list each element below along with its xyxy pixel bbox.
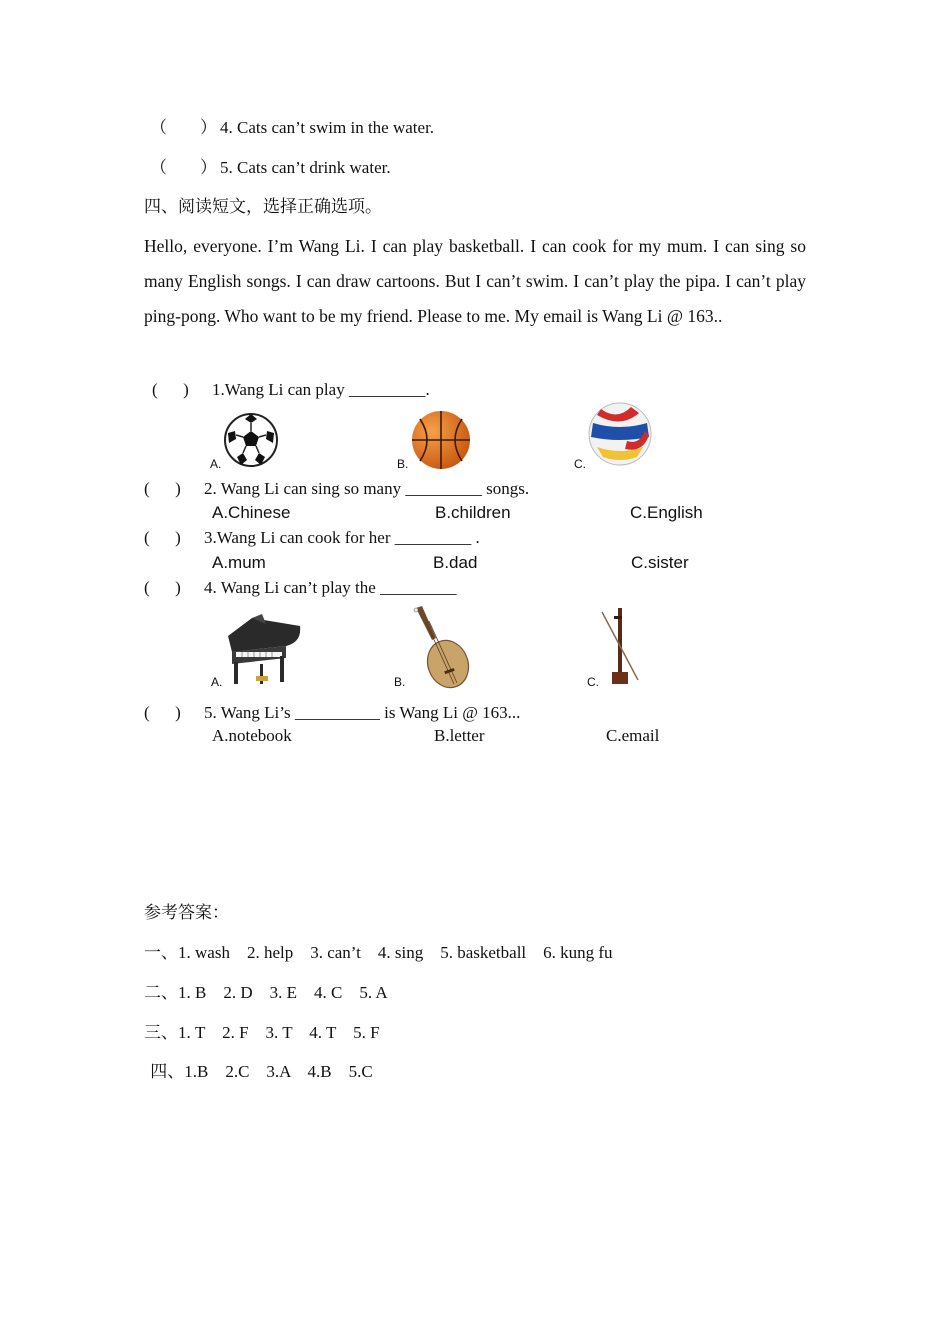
q4-5-option-c: C.email bbox=[606, 726, 660, 745]
answers-line-1: 一、1. wash 2. help 3. can’t 4. sing 5. basketball 6. kung fu bbox=[144, 943, 613, 962]
section4-heading: 四、阅读短文，选择正确选项。 bbox=[144, 197, 382, 217]
answers-heading: 参考答案： bbox=[144, 903, 229, 923]
q4-1-option-c-label: C. bbox=[574, 457, 586, 471]
q4-1-option-b-label: B. bbox=[397, 457, 409, 471]
q3-4-paren-open: （ bbox=[150, 118, 167, 137]
q4-3-option-a: A.mum bbox=[212, 553, 266, 572]
q4-4-option-c-label: C. bbox=[587, 675, 599, 689]
erhu-icon bbox=[598, 606, 644, 688]
q4-5-option-b: B.letter bbox=[434, 726, 485, 745]
answers-line-2: 二、1. B 2. D 3. E 4. C 5. A bbox=[144, 983, 388, 1002]
q4-3-text: 3.Wang Li can cook for her _________ . bbox=[204, 528, 480, 547]
piano-icon bbox=[222, 612, 304, 688]
q4-1-paren: ( ) bbox=[152, 380, 189, 399]
reading-passage: Hello, everyone. I’m Wang Li. I can play basketball. I can cook for my mum. I can sing so many English songs. I can draw cartoons. But I can’t swim. I can’t play the pipa. I can’t play ping-pong. Who want to be my friend. Please to me. My email is Wang Li @ 163.. bbox=[144, 236, 806, 326]
q4-2-text: 2. Wang Li can sing so many _________ songs. bbox=[204, 479, 530, 498]
q4-4-option-b-label: B. bbox=[394, 675, 406, 689]
q4-5-paren: ( ) bbox=[144, 703, 181, 722]
q4-4-paren: ( ) bbox=[144, 578, 181, 597]
q4-2-option-b: B.children bbox=[435, 503, 511, 522]
q4-5-text: 5. Wang Li’s __________ is Wang Li @ 163... bbox=[204, 703, 521, 722]
q4-1-option-a-label: A. bbox=[210, 457, 222, 471]
q4-1-text: 1.Wang Li can play _________. bbox=[212, 380, 430, 399]
q3-4-paren-close: ） bbox=[200, 118, 217, 137]
pipa-icon bbox=[408, 604, 472, 690]
volleyball-icon bbox=[587, 401, 653, 467]
basketball-icon bbox=[410, 409, 472, 471]
q4-3-option-b: B.dad bbox=[433, 553, 478, 572]
answers-line-3: 三、1. T 2. F 3. T 4. T 5. F bbox=[144, 1023, 380, 1042]
q4-2-option-c: C.English bbox=[630, 503, 703, 522]
answers-line-4: 四、1.B 2.C 3.A 4.B 5.C bbox=[146, 1062, 373, 1081]
q3-5-text: 5. Cats can’t drink water. bbox=[220, 158, 391, 177]
q4-4-text: 4. Wang Li can’t play the _________ bbox=[204, 578, 457, 597]
q4-5-option-a: A.notebook bbox=[212, 726, 292, 745]
q3-4-text: 4. Cats can’t swim in the water. bbox=[220, 118, 435, 137]
q3-5-paren-open: （ bbox=[150, 158, 167, 177]
soccer-ball-icon bbox=[223, 411, 279, 469]
q4-2-option-a: A.Chinese bbox=[212, 503, 291, 522]
q4-3-paren: ( ) bbox=[144, 528, 181, 547]
q4-2-paren: ( ) bbox=[144, 479, 181, 498]
q4-4-option-a-label: A. bbox=[211, 675, 223, 689]
q3-5-paren-close: ） bbox=[200, 158, 217, 177]
q4-3-option-c: C.sister bbox=[631, 553, 689, 572]
